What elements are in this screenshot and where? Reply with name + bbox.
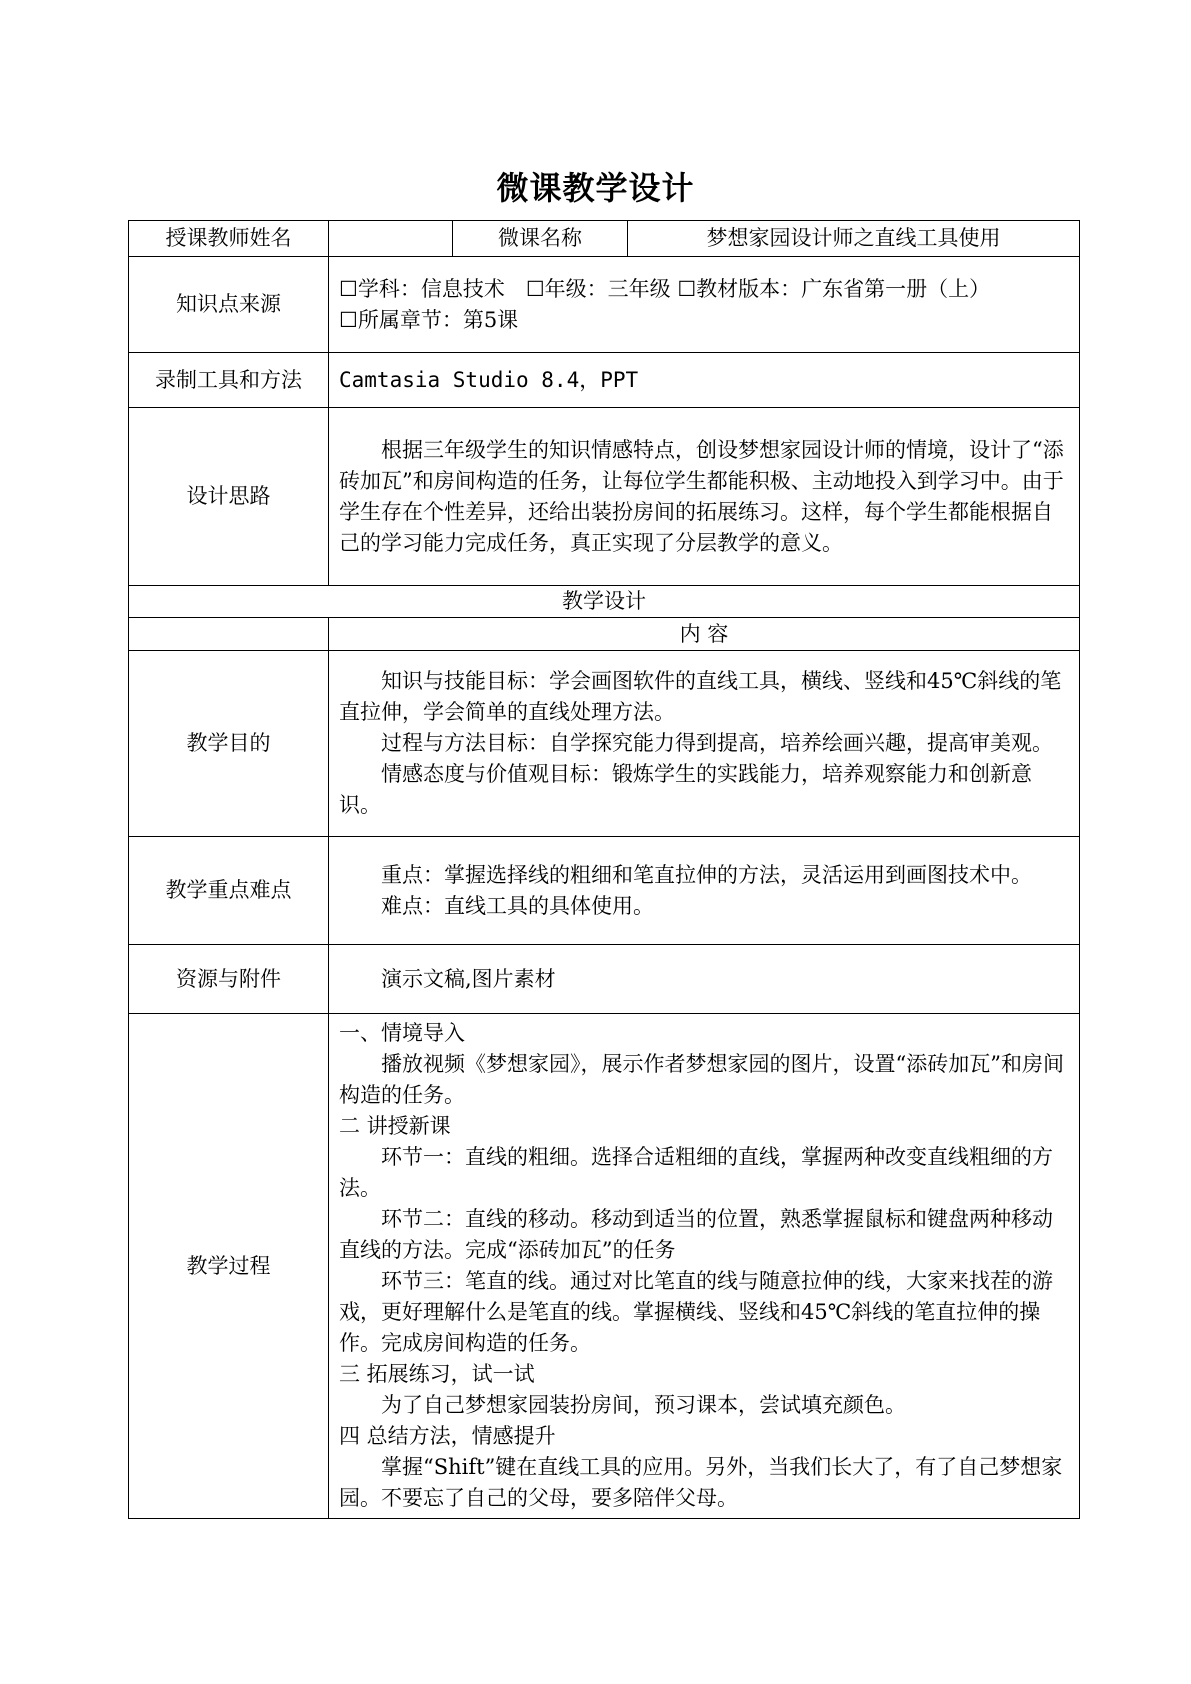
source-line-1: ☐学科：信息技术 ☐年级：三年级 ☐教材版本：广东省第一册（上） [339, 276, 991, 301]
tools-value: Camtasia Studio 8.4，PPT [329, 353, 1080, 408]
design-idea-text: 根据三年级学生的知识情感特点，创设梦想家园设计师的情境，设计了“添砖加瓦”和房间构造的任务，让每位学生都能积极、主动地投入到学习中。由于学生存在个性差异，还给出装扮房间的拓展练习。这样，每个学生都能根据自己的学习能力完成任务，真正实现了分层教学的意义。 [339, 437, 1064, 555]
header-row [129, 221, 1080, 257]
process-section-4: 四 总结方法，情感提升 [339, 1424, 556, 1448]
tools-row [129, 353, 1080, 408]
content-header-empty [129, 618, 329, 651]
section-row [129, 586, 1080, 618]
process-para-4: 环节三：笔直的线。通过对比笔直的线与随意拉伸的线，大家来找茬的游戏，更好理解什么是笔直的线。掌握横线、竖线和45℃斜线的笔直拉伸的操作。完成房间构造的任务。 [339, 1269, 1053, 1355]
process-label: 教学过程 [129, 1014, 329, 1519]
process-para-2: 环节一：直线的粗细。选择合适粗细的直线，掌握两种改变直线粗细的方法。 [339, 1145, 1053, 1200]
source-line-2: ☐所属章节：第5课 [339, 307, 519, 332]
goals-row [129, 651, 1080, 837]
keypoints-label: 教学重点难点 [129, 837, 329, 945]
process-content [329, 1014, 1080, 1519]
keypoints-row [129, 837, 1080, 945]
source-content [329, 257, 1080, 353]
section-title: 教学设计 [129, 586, 1080, 618]
process-section-3: 三 拓展练习，试一试 [339, 1362, 535, 1386]
tools-label: 录制工具和方法 [129, 353, 329, 408]
resources-row [129, 945, 1080, 1014]
lesson-design-table [128, 220, 1080, 1519]
teacher-name-value [329, 221, 453, 257]
keypoints-content [329, 837, 1080, 945]
source-row [129, 257, 1080, 353]
process-para-3: 环节二：直线的移动。移动到适当的位置，熟悉掌握鼠标和键盘两种移动直线的方法。完成“添砖加瓦”的任务 [339, 1207, 1053, 1262]
goal-process: 过程与方法目标：自学探究能力得到提高，培养绘画兴趣，提高审美观。 [381, 731, 1053, 755]
course-name-value: 梦想家园设计师之直线工具使用 [628, 221, 1080, 257]
design-idea-content [329, 408, 1080, 586]
keypoint-focus: 重点：掌握选择线的粗细和笔直拉伸的方法，灵活运用到画图技术中。 [381, 862, 1032, 887]
resources-value: 演示文稿,图片素材 [381, 966, 556, 991]
content-header: 内 容 [329, 618, 1080, 651]
resources-content [329, 945, 1080, 1014]
process-para-5: 为了自己梦想家园装扮房间，预习课本，尝试填充颜色。 [381, 1393, 906, 1417]
process-row [129, 1014, 1080, 1519]
process-para-6: 掌握“Shift”键在直线工具的应用。另外，当我们长大了，有了自己梦想家园。不要忘了自己的父母，要多陪伴父母。 [339, 1455, 1063, 1510]
source-label: 知识点来源 [129, 257, 329, 353]
process-para-1: 播放视频《梦想家园》，展示作者梦想家园的图片，设置“添砖加瓦”和房间构造的任务。 [339, 1052, 1064, 1107]
design-idea-label: 设计思路 [129, 408, 329, 586]
goal-attitude: 情感态度与价值观目标：锻炼学生的实践能力，培养观察能力和创新意识。 [339, 762, 1032, 817]
design-idea-row [129, 408, 1080, 586]
goals-content [329, 651, 1080, 837]
goals-label: 教学目的 [129, 651, 329, 837]
resources-label: 资源与附件 [129, 945, 329, 1014]
teacher-name-label: 授课教师姓名 [129, 221, 329, 257]
goal-knowledge: 知识与技能目标：学会画图软件的直线工具，横线、竖线和45℃斜线的笔直拉伸，学会简单的直线处理方法。 [339, 669, 1062, 724]
document-title: 微课教学设计 [496, 169, 695, 207]
keypoint-difficulty: 难点：直线工具的具体使用。 [381, 893, 654, 918]
content-header-row [129, 618, 1080, 651]
process-section-1: 一、情境导入 [339, 1021, 465, 1045]
process-section-2: 二 讲授新课 [339, 1114, 451, 1138]
course-name-label: 微课名称 [453, 221, 628, 257]
